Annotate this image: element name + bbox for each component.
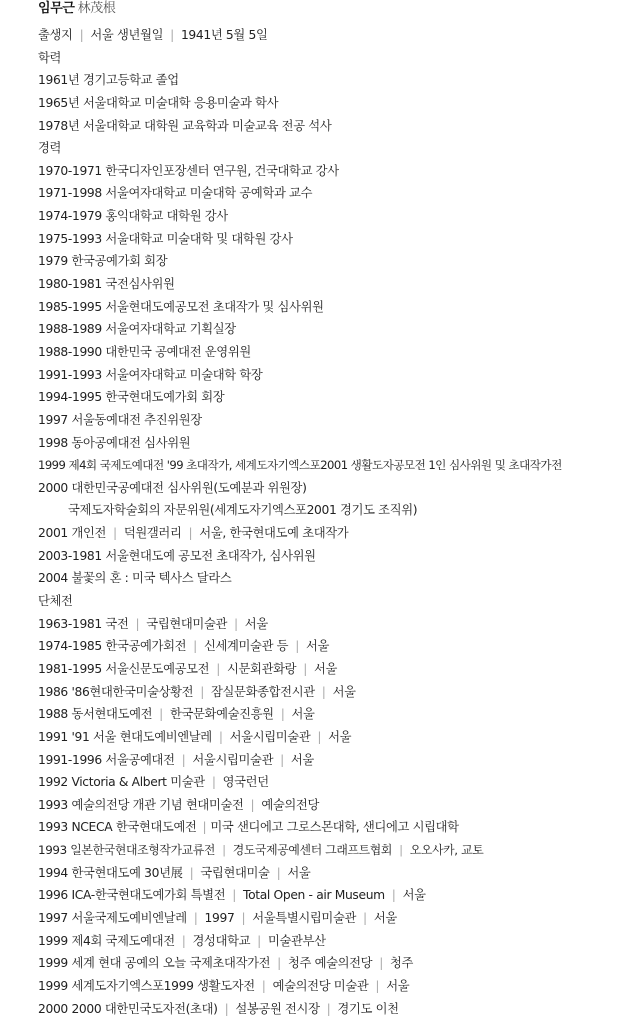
career-item: 1994-1995 한국현대도예가회 회장 — [38, 390, 225, 405]
separator: | — [188, 526, 193, 541]
separator: | — [317, 729, 322, 744]
career-item: 1974-1979 홍익대학교 대학원 강사 — [38, 209, 228, 224]
career-item: 1988-1989 서울여자대학교 기획실장 — [38, 322, 236, 337]
exhibition-city: 청주 — [390, 956, 414, 971]
separator: | — [261, 978, 266, 993]
exhibition-title: 1986 '86현대한국미술상황전 — [38, 684, 194, 699]
exhibition-city: 서울 — [328, 729, 352, 744]
birth-info — [38, 24, 631, 47]
exhibition-row — [38, 771, 631, 794]
separator: | — [218, 729, 223, 744]
separator: | — [250, 797, 255, 812]
separator: | — [232, 888, 237, 903]
exhibition-city: 서울 — [306, 639, 330, 654]
exhibition-extra: 서울 — [373, 910, 397, 925]
exhibition-row — [38, 681, 631, 704]
separator: | — [303, 661, 307, 676]
exhibition-city: 경기도 이천 — [337, 1001, 399, 1016]
education-item: 1961년 경기고등학교 졸업 — [38, 73, 179, 88]
separator: | — [216, 661, 220, 676]
exhibition-row — [38, 884, 631, 907]
career-item: 1998 동아공예대전 심사위원 — [38, 435, 191, 450]
exhibition-row — [38, 862, 631, 885]
separator: | — [193, 639, 197, 654]
exhibition-row — [38, 749, 631, 772]
education-heading: 학력 — [38, 50, 62, 65]
exhibition-row — [38, 975, 631, 998]
exhibition-city: 서울 — [287, 865, 311, 880]
exhibition-city: 서울 — [290, 752, 314, 767]
artist-name-hanja: 林茂根 — [77, 1, 116, 16]
separator: | — [135, 616, 140, 631]
solo-detail: 서울, 한국현대도예 초대작가 — [199, 526, 349, 541]
separator: | — [234, 616, 238, 631]
exhibition-row — [38, 703, 631, 726]
career-item: 1988-1990 대한민국 공예대전 운영위원 — [38, 344, 251, 359]
exhibition-venue: 예술의전당 — [261, 797, 319, 812]
birthplace-value: 서울 — [90, 28, 114, 42]
exhibition-city: 서울 — [332, 684, 356, 699]
exhibition-city: 오오사카, 교토 — [409, 843, 484, 858]
separator: | — [379, 956, 384, 971]
education-item: 1978년 서울대학교 대학원 교육학과 미술교육 전공 석사 — [38, 118, 332, 133]
exhibition-city: 서울 — [402, 888, 426, 903]
exhibition-city: 미술관부산 — [267, 933, 326, 948]
exhibition-title: 1993 예술의전당 개관 기념 현대미술전 — [38, 797, 244, 812]
career-solo-2001 — [38, 522, 631, 545]
career-item: 1985-1995 서울현대도예공모전 초대작가 및 심사위원 — [38, 299, 324, 314]
career-item: 2003-1981 서울현대도예 공모전 초대작가, 심사위원 — [38, 548, 316, 563]
separator: | — [280, 707, 285, 722]
exhibition-city: 서울 — [386, 978, 410, 993]
separator: | — [159, 707, 163, 722]
exhibition-row — [38, 635, 631, 658]
exhibition-title: 1999 세계 현대 공예의 오늘 국제초대작가전 — [38, 956, 271, 971]
separator: | — [211, 775, 216, 790]
birthdate-label: 생년월일 — [117, 28, 164, 42]
separator: | — [113, 526, 117, 541]
education-item: 1965년 서울대학교 미술대학 응용미술과 학사 — [38, 95, 279, 110]
exhibition-row — [38, 816, 631, 839]
exhibition-title: 1992 Victoria & Albert 미술관 — [38, 775, 205, 790]
separator: | — [222, 843, 226, 858]
exhibition-row — [38, 613, 631, 636]
exhibition-city: 서울 — [313, 661, 338, 676]
exhibition-venue: 서울시립미술관 — [229, 729, 311, 744]
exhibition-row — [38, 952, 631, 975]
exhibition-title: 1974-1985 한국공예가회전 — [38, 639, 187, 654]
exhibition-venue: 청주 예술의전당 — [287, 956, 373, 971]
exhibition-row — [38, 794, 631, 817]
exhibition-venue: 잠실문화종합전시관 — [211, 684, 315, 699]
exhibition-row — [38, 658, 631, 681]
exhibition-venue: 영국런던 — [222, 775, 269, 790]
separator: | — [181, 933, 186, 948]
exhibition-venue: 한국문화예술진흥원 — [169, 707, 274, 722]
separator: | — [277, 956, 281, 971]
separator: | — [280, 752, 284, 767]
exhibition-venue: 미국 샌디에고 그로스몬대학, 샌디에고 시립대학 — [210, 820, 459, 835]
exhibition-city: 서울 — [291, 707, 315, 722]
exhibition-venue: Total Open - air Museum — [243, 888, 385, 903]
exhibition-title: 1991-1996 서울공예대전 — [38, 752, 175, 767]
separator: | — [321, 684, 326, 699]
career-item: 1971-1998 서울여자대학교 미술대학 공예학과 교수 — [38, 186, 313, 201]
exhibition-title: 1993 일본한국현대조형작가교류전 — [38, 843, 216, 858]
exhibition-title: 1963-1981 국전 — [38, 616, 129, 631]
exhibition-venue: 시문회관화랑 — [227, 661, 297, 676]
career-item: 1979 한국공예가회 회장 — [38, 254, 168, 269]
separator: | — [241, 910, 246, 925]
exhibition-row — [38, 907, 631, 930]
exhibition-venue: 설봉공원 전시장 — [235, 1001, 320, 1016]
exhibition-venue: 경도국제공예센터 그래프트협회 — [232, 843, 393, 858]
exhibition-venue: 국립현대미술 — [200, 865, 270, 880]
separator: | — [181, 752, 186, 767]
separator: | — [189, 865, 194, 880]
solo-year-title: 2001 개인전 — [38, 526, 107, 541]
separator: | — [79, 28, 84, 42]
career-item: 1999 제4회 국제도예대전 '99 초대작가, 세계도자기엑스포2001 생활도자공모전 1인 심사위원 및 초대작가전 — [38, 458, 562, 473]
career-heading: 경력 — [38, 141, 62, 156]
solo-venue: 덕원갤러리 — [123, 526, 182, 541]
exhibition-title: 1999 세계도자기엑스포1999 생활도자전 — [38, 978, 255, 993]
profile-title — [38, 0, 631, 24]
exhibition-row — [38, 839, 631, 862]
exhibition-venue: 1997 — [204, 910, 235, 925]
birthplace-label: 출생지 — [38, 28, 73, 42]
separator: | — [276, 865, 281, 880]
exhibition-city: 서울 — [244, 616, 268, 631]
exhibition-venue: 예술의전당 미술관 — [272, 978, 369, 993]
separator: | — [202, 820, 207, 835]
separator: | — [257, 933, 261, 948]
separator: | — [375, 978, 380, 993]
career-item: 2004 불꽃의 혼 : 미국 텍사스 달라스 — [38, 571, 232, 586]
exhibition-title: 1993 NCECA 한국현대도예전 — [38, 820, 197, 835]
exhibition-title: 1981-1995 서울신문도예공모전 — [38, 661, 210, 676]
exhibition-row — [38, 930, 631, 953]
exhibition-venue: 경성대학교 — [192, 933, 251, 948]
career-item: 1991-1993 서울여자대학교 미술대학 학장 — [38, 367, 263, 382]
group-exhibitions-heading: 단체전 — [38, 594, 73, 609]
separator: | — [193, 910, 198, 925]
separator: | — [363, 910, 367, 925]
exhibition-venue: 신세계미술관 등 — [203, 639, 289, 654]
exhibition-title: 1988 동서현대도예전 — [38, 707, 153, 722]
separator: | — [224, 1001, 229, 1016]
exhibition-title: 1997 서울국제도예비엔날레 — [38, 910, 187, 925]
exhibition-venue: 국립현대미술관 — [146, 616, 227, 631]
separator: | — [200, 684, 204, 699]
career-item: 2000 대한민국공예대전 심사위원(도예분과 위원장) — [38, 480, 307, 495]
separator: | — [295, 639, 299, 654]
exhibition-title: 1996 ICA-한국현대도예가회 특별전 — [38, 888, 226, 903]
birthdate-value: 1941년 5월 5일 — [180, 28, 268, 42]
career-item: 1975-1993 서울대학교 미술대학 및 대학원 강사 — [38, 231, 293, 246]
artist-name-korean: 임무근 — [38, 1, 75, 16]
exhibition-row — [38, 726, 631, 749]
separator: | — [399, 843, 403, 858]
exhibition-title: 1994 한국현대도예 30년展 — [38, 865, 183, 880]
exhibition-venue: 서울시립미술관 — [192, 752, 274, 767]
career-item: 1970-1971 한국디자인포장센터 연구원, 건국대학교 강사 — [38, 163, 339, 178]
exhibition-city: 서울특별시립미술관 — [252, 910, 357, 925]
exhibition-row — [38, 998, 631, 1021]
career-item: 1997 서울동예대전 추진위원장 — [38, 412, 202, 427]
separator: | — [391, 888, 396, 903]
exhibition-title: 1991 '91 서울 현대도예비엔날레 — [38, 729, 212, 744]
career-item-indented: 국제도자학술회의 자문위원(세계도자기엑스포2001 경기도 조직위) — [68, 503, 418, 518]
exhibition-title: 1999 제4회 국제도예대전 — [38, 933, 175, 948]
separator: | — [170, 28, 174, 42]
exhibition-title: 2000 2000 대한민국도자전(초대) — [38, 1001, 218, 1016]
separator: | — [326, 1001, 331, 1016]
career-item: 1980-1981 국전심사위원 — [38, 277, 175, 292]
